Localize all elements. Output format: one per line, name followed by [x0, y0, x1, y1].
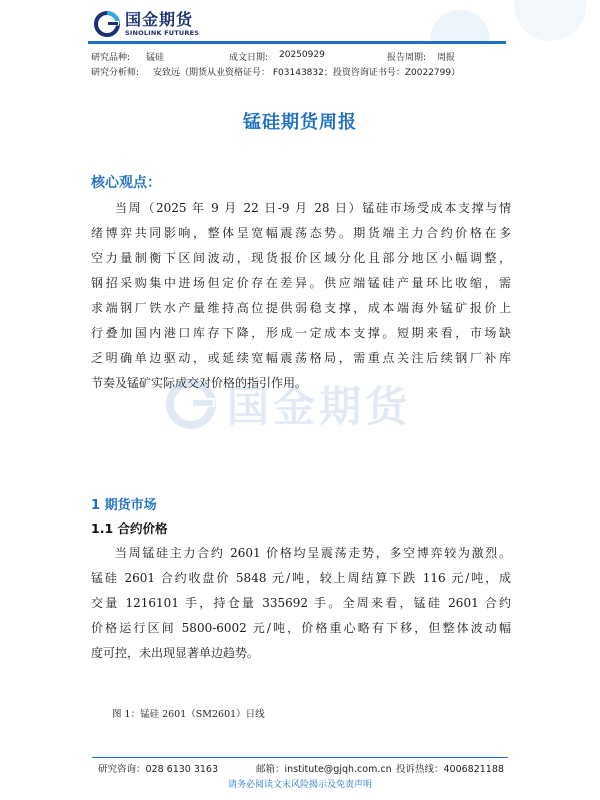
period-label: 报告周期: [387, 53, 427, 63]
paragraph-line: 乏明确单边驱动，或延续宽幅震荡格局，需重点关注后续钢厂补库 [91, 351, 511, 365]
date-label: 成文日期: [229, 53, 269, 63]
paragraph-line: 绪博弈共同影响，整体呈宽幅震荡态势。期货端主力合约价格在多 [91, 226, 511, 240]
logo-english-name: SINOLINK FUTURES [125, 28, 200, 37]
footer-rule [92, 757, 508, 758]
header-rule [88, 41, 506, 44]
paragraph-line: 空力量制衡下区间波动，现货报价区域分化且部分地区小幅调整， [91, 251, 511, 265]
report-meta-row [91, 50, 511, 62]
figure-caption: 图 1：锰硅 2601（SM2601）日线 [112, 709, 265, 720]
core-view-paragraph [91, 196, 511, 396]
analyst-label: 研究分析师: [91, 68, 140, 78]
paragraph-line: 当周（2025 年 9 月 22 日-9 月 28 日）锰硅市场受成本支撑与情 [115, 201, 511, 215]
contract-price-paragraph [91, 541, 511, 666]
watermark-logo-icon [165, 378, 217, 430]
watermark-text: 国金期货 [227, 382, 412, 431]
paragraph-line: 求端钢厂铁水产量维持高位提供弱稳支撑，成本端海外锰矿报价上 [91, 301, 511, 315]
variety-value: 锰硅 [146, 53, 165, 63]
sinolink-logo-icon [94, 11, 120, 37]
analyst-row [91, 65, 511, 77]
paragraph-line: 交量 1216101 手，持仓量 335692 手。全周来看，锰硅 2601 合约 [91, 596, 511, 610]
paragraph-line: 钢招采购集中进场但定价存在差异。供应端锰硅产量环比收缩，需 [91, 276, 511, 290]
disclaimer-notice: 请务必阅读文末风险揭示及免责声明 [227, 780, 372, 790]
paragraph-line: 当周锰硅主力合约 2601 价格均呈震荡走势，多空博弈较为激烈。 [115, 546, 511, 560]
logo-chinese-name: 国金期货 [125, 9, 194, 29]
email-address: 邮箱：institute@gjqh.com.cn [256, 764, 392, 775]
period-value: 周报 [437, 53, 456, 63]
research-phone: 研究咨询：028 6130 3163 [98, 764, 219, 775]
paragraph-line: 节奏及锰矿实际成交对价格的指引作用。 [91, 376, 308, 390]
report-title: 锰硅期货周报 [243, 112, 357, 133]
date-value: 20250929 [279, 50, 325, 60]
footer-contacts [98, 761, 518, 775]
complaint-hotline: 投诉热线：4006821188 [396, 764, 504, 775]
subsection-heading-contract-price: 1.1 合约价格 [91, 521, 168, 536]
header-decoration [400, 0, 600, 44]
paragraph-line: 价格运行区间 5800-6002 元/吨，价格重心略有下移，但整体波动幅 [91, 621, 511, 635]
section-heading-futures-market: 1 期货市场 [91, 498, 157, 513]
paragraph-line: 度可控，未出现显著单边趋势。 [91, 646, 260, 660]
sinolink-logo [94, 10, 199, 38]
watermark [165, 374, 411, 434]
core-view-heading: 核心观点： [91, 175, 161, 191]
analyst-value: 安致远（期货从业资格证号： F03143832；投资咨询证书号：Z0022799） [153, 68, 461, 78]
paragraph-line: 行叠加国内港口库存下降，形成一定成本支撑。短期来看，市场缺 [91, 326, 511, 340]
paragraph-line: 锰硅 2601 合约收盘价 5848 元/吨，较上周结算下跌 116 元/吨，成 [91, 571, 511, 585]
variety-label: 研究品种: [91, 53, 131, 63]
